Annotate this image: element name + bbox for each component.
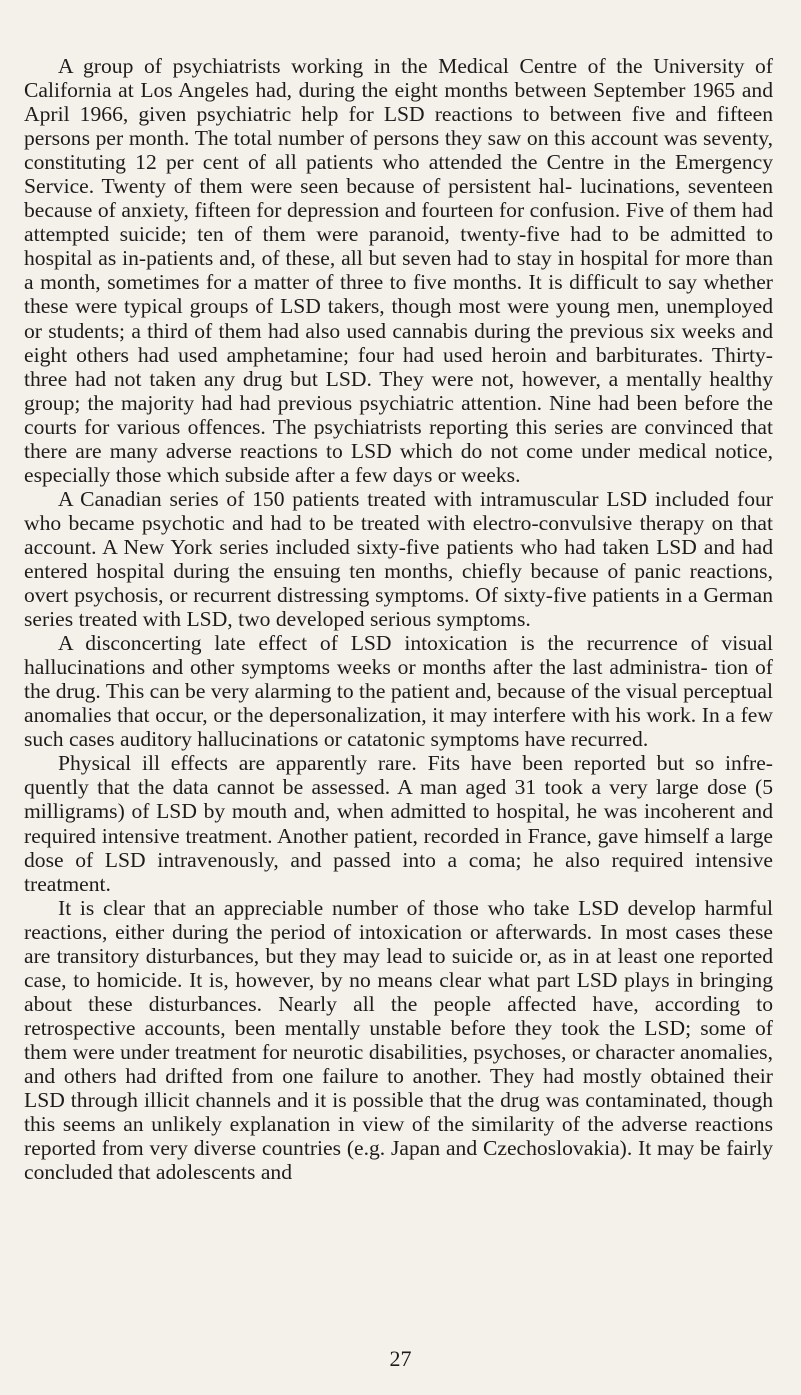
page-number: 27	[389, 1346, 412, 1371]
paragraph-physical-effects: Physical ill effects are apparently rare. Fits have been reported but so infre- quently that the data cannot be assessed. A man aged 31 took a very large dose (5 milligrams) of LSD by mouth and, when admitted to hospital, he was incoherent and required intensive treatment. Another patient, recorded in France, gave himself a large dose of LSD intravenously, and passed into a coma; he also required intensive treatment.	[24, 751, 773, 896]
paragraph-late-effects: A disconcerting late effect of LSD intoxication is the recurrence of visual hallucinations and other symptoms weeks or months after the last administra- tion of the drug. This can be very alarming to the patient and, because of the visual perceptual anomalies that occur, or the depersonalization, it may interfere with his work. In a few such cases auditory hallucinations or catatonic symptoms have recurred.	[24, 631, 773, 752]
page-body	[24, 54, 773, 1184]
paragraph-case-series: A Canadian series of 150 patients treated with intramuscular LSD included four who became psychotic and had to be treated with electro-convulsive therapy on that account. A New York series included sixty-five patients who had taken LSD and had entered hospital during the ensuing ten months, chiefly because of panic reactions, overt psychosis, or recurrent distressing symptoms. Of sixty-five patients in a German series treated with LSD, two developed serious symptoms.	[24, 486, 773, 632]
paragraph-conclusion: It is clear that an appreciable number of those who take LSD develop harmful reactions, either during the period of intoxication or afterwards. In most cases these are transitory disturbances, but they may lead to suicide or, as in at least one reported case, to homicide. It is, however, by no means clear what part LSD plays in bringing about these disturbances. Nearly all the people affected have, according to retrospective accounts, been mentally unstable before they took the LSD; some of them were under treatment for neurotic disabilities, psychoses, or character anomalies, and others had drifted from one failure to another. They had mostly obtained their LSD through illicit channels and it is possible that the drug was contaminated, though this seems an unlikely explanation in view of the similarity of the adverse reactions reported from very diverse countries (e.g. Japan and Czechoslovakia). It may be fairly concluded that adolescents and	[24, 895, 773, 1185]
paragraph-ucla-study: A group of psychiatrists working in the Medical Centre of the University of California at Los Angeles had, during the eight months between September 1965 and April 1966, given psychiatric help for LSD reactions to between five and fifteen persons per month. The total number of persons they saw on this account was seventy, constituting 12 per cent of all patients who attended the Centre in the Emergency Service. Twenty of them were seen because of persistent hal- lucinations, seventeen because of anxiety, fifteen for depression and fourteen for confusion. Five of them had attempted suicide; ten of them were paranoid, twenty-five had to be admitted to hospital as in-patients and, of these, all but seven had to stay in hospital for more than a month, sometimes for a matter of three to five months. It is difficult to say whether these were typical groups of LSD takers, though most were young men, unemployed or students; a third of them had also used cannabis during the previous six weeks and eight others had used amphetamine; four had used heroin and barbiturates. Thirty-three had not taken any drug but LSD. They were not, however, a mentally healthy group; the majority had had previous psychiatric attention. Nine had been before the courts for various offences. The psychiatrists reporting this series are convinced that there are many adverse reactions to LSD which do not come under medical notice, especially those which subside after a few days or weeks.	[24, 54, 773, 487]
